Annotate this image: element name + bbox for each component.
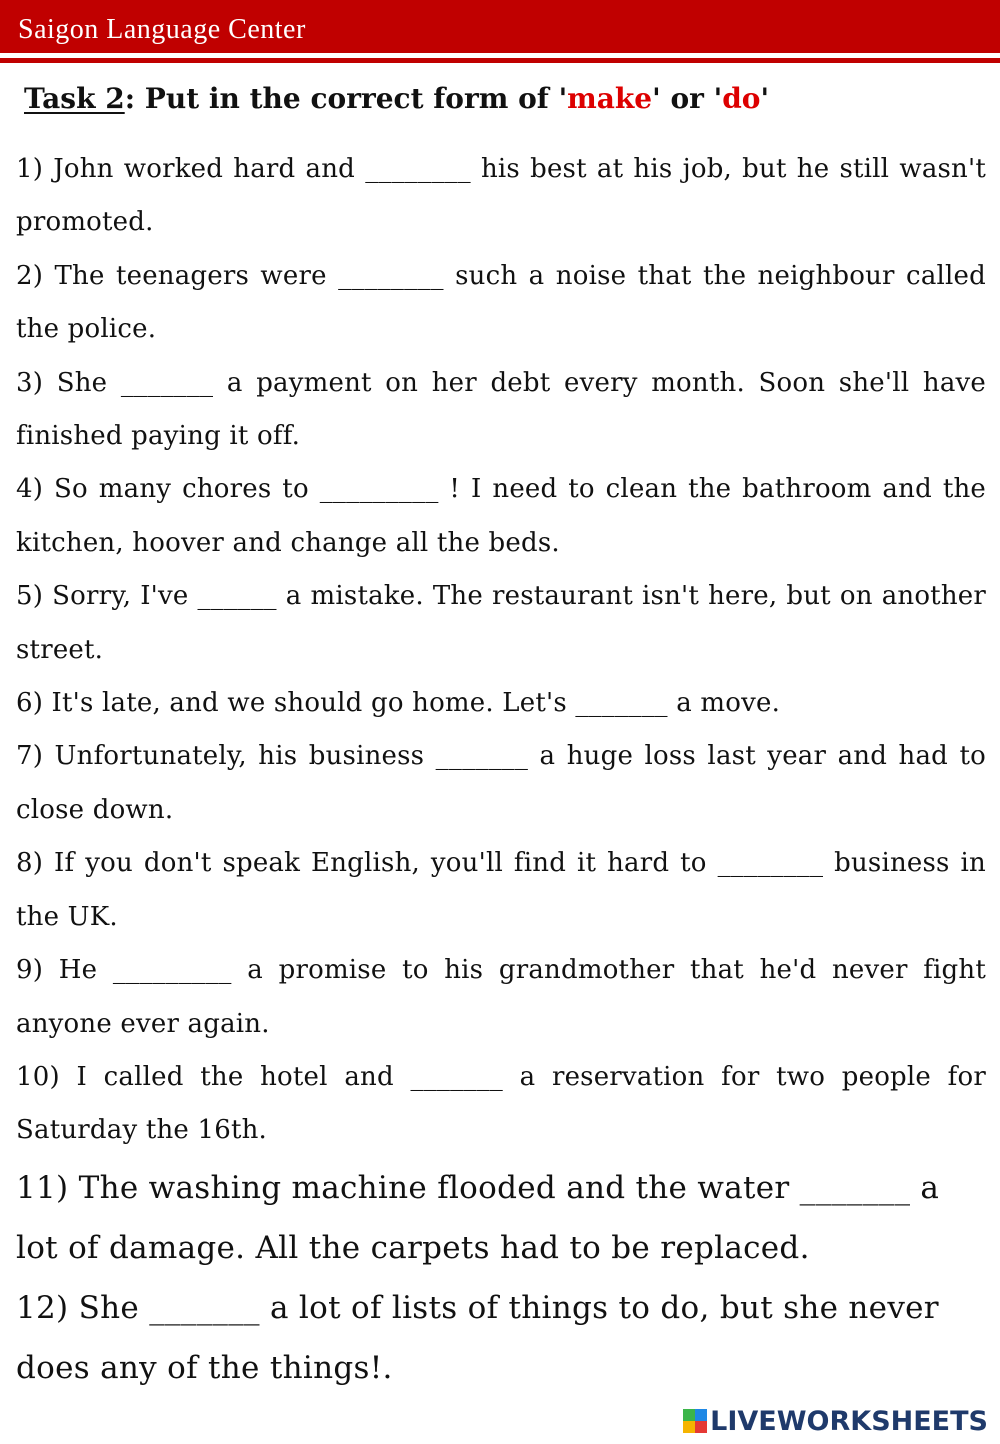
option-make: make bbox=[567, 82, 653, 115]
task-label: Task 2 bbox=[24, 82, 125, 115]
logo-square bbox=[683, 1421, 695, 1433]
liveworksheets-logo bbox=[683, 1404, 988, 1438]
logo-text: LIVEWORKSHEETS bbox=[710, 1405, 988, 1437]
logo-square bbox=[683, 1409, 695, 1421]
task-middle: ' or ' bbox=[652, 82, 723, 115]
task-instruction: : Put in the correct form of ' bbox=[124, 82, 568, 115]
liveworksheets-logo-icon bbox=[683, 1409, 707, 1433]
header-title: Saigon Language Center bbox=[18, 14, 306, 45]
question-5: 5) Sorry, I've ______ a mistake. The restaurant isn't here, but on another street. bbox=[16, 581, 986, 665]
logo-square bbox=[695, 1409, 707, 1421]
question-1: 1) John worked hard and ________ his best at his job, but he still wasn't promoted. bbox=[16, 154, 986, 238]
header-rule bbox=[0, 58, 1000, 63]
task-title bbox=[24, 82, 984, 115]
question-4: 4) So many chores to _________ ! I need to clean the bathroom and the kitchen, hoover and change all the beds. bbox=[16, 474, 986, 558]
question-8: 8) If you don't speak English, you'll find it hard to ________ business in the UK. bbox=[16, 848, 986, 932]
logo-square bbox=[695, 1421, 707, 1433]
question-11: 11) The washing machine flooded and the water _______ a lot of damage. All the carpets had to be replaced. bbox=[16, 1169, 940, 1266]
question-list bbox=[16, 143, 986, 1398]
question-9: 9) He _________ a promise to his grandmother that he'd never fight anyone ever again. bbox=[16, 955, 986, 1039]
question-6: 6) It's late, and we should go home. Let's _______ a move. bbox=[16, 688, 781, 719]
task-end: ' bbox=[760, 82, 770, 115]
question-10: 10) I called the hotel and _______ a reservation for two people for Saturday the 16th. bbox=[16, 1061, 986, 1146]
question-2: 2) The teenagers were ________ such a noise that the neighbour called the police. bbox=[16, 260, 986, 345]
question-12: 12) She _______ a lot of lists of things to do, but she never does any of the things!. bbox=[16, 1289, 939, 1386]
option-do: do bbox=[722, 82, 761, 115]
question-3: 3) She _______ a payment on her debt every month. Soon she'll have finished paying it off. bbox=[16, 367, 986, 452]
question-7: 7) Unfortunately, his business _______ a huge loss last year and had to close down. bbox=[16, 741, 986, 825]
